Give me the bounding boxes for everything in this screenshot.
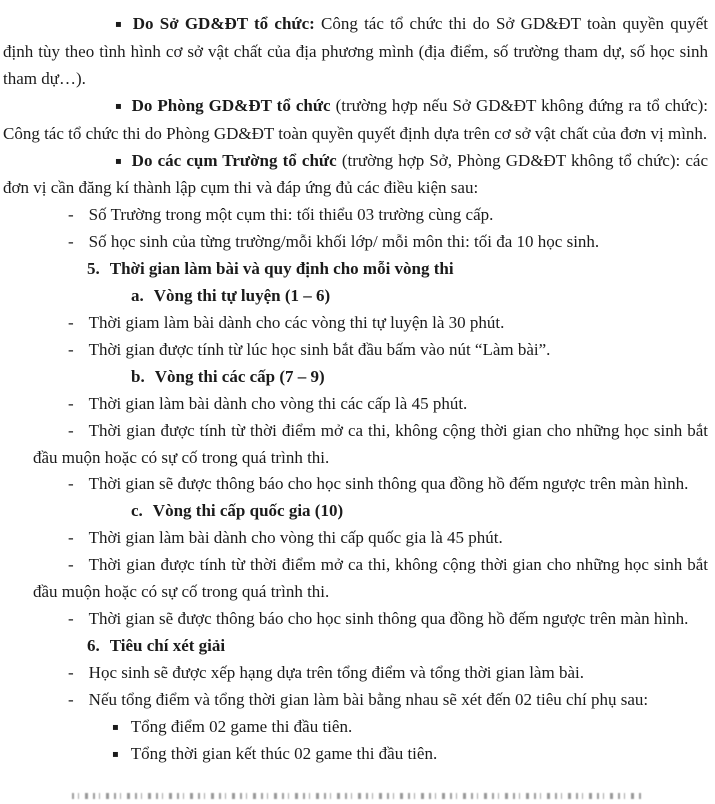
dash-bullet-icon: -	[68, 420, 74, 440]
dash-item-xep-hang	[0, 660, 715, 687]
dash-bullet-icon: -	[68, 232, 74, 252]
dash-item-so-truong	[0, 202, 715, 229]
heading-section-6	[0, 633, 715, 660]
bullet-label: Do các cụm Trường tổ chức	[131, 150, 337, 170]
heading-text: Tiêu chí xét giải	[109, 635, 226, 655]
dash-bullet-icon: -	[68, 555, 74, 575]
paragraph-text: (trường hợp nếu Sở GD&ĐT không đứng ra tổ chức): Công tác tổ chức thi do Phòng GD&ĐT toàn quyền quyết định dựa trên cơ sở vật chất của đơn vị mình.	[3, 95, 709, 143]
list-item-text: Thời gian làm bài dành cho vòng thi các cấp là 45 phút.	[88, 393, 468, 413]
list-item-text: Thời gian sẽ được thông báo cho học sinh thông qua đồng hồ đếm ngược trên màn hình.	[88, 474, 689, 494]
dash-bullet-icon: -	[68, 689, 74, 709]
dash-item-mo-ca-thi-b	[0, 418, 715, 472]
square-bullet-icon: ▪	[112, 721, 119, 733]
dash-bullet-icon: -	[68, 312, 74, 332]
square-bullet-icon: ▪	[115, 19, 124, 30]
heading-text: Vòng thi các cấp (7 – 9)	[154, 366, 325, 386]
sub-bullet-tong-thoi-gian	[0, 741, 715, 769]
paragraph-text: Công tác tổ chức thi do Sở GD&ĐT toàn quyền quyết định tùy theo tình hình cơ sở vật chất của địa phương mình (địa điểm, số trường tham dự, số học sinh tham dự…).	[3, 14, 708, 88]
square-bullet-icon: ▪	[115, 100, 123, 112]
dash-bullet-icon: -	[68, 205, 74, 225]
list-item-text: Thời gian sẽ được thông báo cho học sinh thông qua đồng hồ đếm ngược trên màn hình.	[88, 608, 689, 628]
heading-letter: a.	[131, 286, 144, 306]
list-item-text: Học sinh sẽ được xếp hạng dựa trên tổng điểm và tổng thời gian làm bài.	[88, 662, 584, 682]
dash-item-nut-lam-bai	[0, 337, 715, 364]
dash-bullet-icon: -	[68, 528, 74, 548]
dash-item-45-phut-quoc-gia	[0, 525, 715, 552]
bullet-label: Do Phòng GD&ĐT tổ chức	[131, 95, 331, 115]
list-item-text: Thời gian được tính từ lúc học sinh bắt đầu bấm vào nút “Làm bài”.	[88, 339, 551, 359]
dash-item-30-phut	[0, 310, 715, 337]
list-item-text: Thời giam làm bài dành cho các vòng thi tự luyện là 30 phút.	[88, 312, 505, 332]
bullet-paragraph-phong-gddt	[0, 93, 715, 148]
heading-letter: c.	[131, 501, 143, 521]
clipped-next-line-fragment	[72, 793, 642, 799]
list-item-text: Thời gian được tính từ thời điểm mở ca thi, không cộng thời gian cho những học sinh bắt đầu muộn hoặc có sự cố trong quá trình thi.	[33, 420, 708, 467]
list-item-text: Tổng điểm 02 game thi đầu tiên.	[130, 716, 353, 736]
heading-number: 5.	[87, 259, 100, 279]
dash-bullet-icon: -	[68, 393, 74, 413]
heading-text: Vòng thi tự luyện (1 – 6)	[153, 286, 331, 306]
list-item-text: Thời gian làm bài dành cho vòng thi cấp quốc gia là 45 phút.	[88, 528, 503, 548]
list-item-text: Số học sinh của từng trường/mỗi khối lớp/ mỗi môn thi: tối đa 10 học sinh.	[88, 232, 600, 252]
sub-bullet-tong-diem	[0, 714, 715, 742]
dash-bullet-icon: -	[68, 608, 74, 628]
square-bullet-icon: ▪	[115, 155, 123, 167]
list-item-text: Thời gian được tính từ thời điểm mở ca thi, không cộng thời gian cho những học sinh bắt đầu muộn hoặc có sự cố trong quá trình thi.	[33, 555, 708, 602]
heading-text: Thời gian làm bài và quy định cho mỗi vòng thi	[109, 259, 454, 279]
dash-item-dem-nguoc-c	[0, 606, 715, 633]
bullet-paragraph-cum-truong	[0, 148, 715, 203]
heading-subsection-b	[0, 364, 715, 391]
heading-subsection-c	[0, 498, 715, 525]
dash-bullet-icon: -	[68, 662, 74, 682]
dash-bullet-icon: -	[68, 339, 74, 359]
square-bullet-icon: ▪	[112, 749, 119, 761]
dash-item-mo-ca-thi-c	[0, 552, 715, 606]
bullet-label: Do Sở GD&ĐT tổ chức:	[132, 14, 315, 33]
heading-letter: b.	[131, 366, 145, 386]
heading-number: 6.	[87, 635, 100, 655]
list-item-text: Số Trường trong một cụm thi: tối thiểu 03 trường cùng cấp.	[88, 205, 494, 225]
bullet-paragraph-so-gddt	[0, 11, 715, 93]
dash-item-45-phut-cac-cap	[0, 391, 715, 418]
heading-subsection-a	[0, 283, 715, 310]
list-item-text: Tổng thời gian kết thúc 02 game thi đầu tiên.	[130, 744, 438, 764]
heading-text: Vòng thi cấp quốc gia (10)	[152, 501, 344, 521]
paragraph-text: (trường hợp Sở, Phòng GD&ĐT không tổ chức): các đơn vị cần đăng kí thành lập cụm thi và đáp ứng đủ các điều kiện sau:	[3, 150, 708, 198]
dash-item-tieu-chi-phu	[0, 687, 715, 714]
dash-item-dem-nguoc-b	[0, 471, 715, 498]
dash-item-so-hoc-sinh	[0, 229, 715, 256]
list-item-text: Nếu tổng điểm và tổng thời gian làm bài bằng nhau sẽ xét đến 02 tiêu chí phụ sau:	[88, 689, 649, 709]
heading-section-5	[0, 256, 715, 283]
dash-bullet-icon: -	[68, 474, 74, 494]
